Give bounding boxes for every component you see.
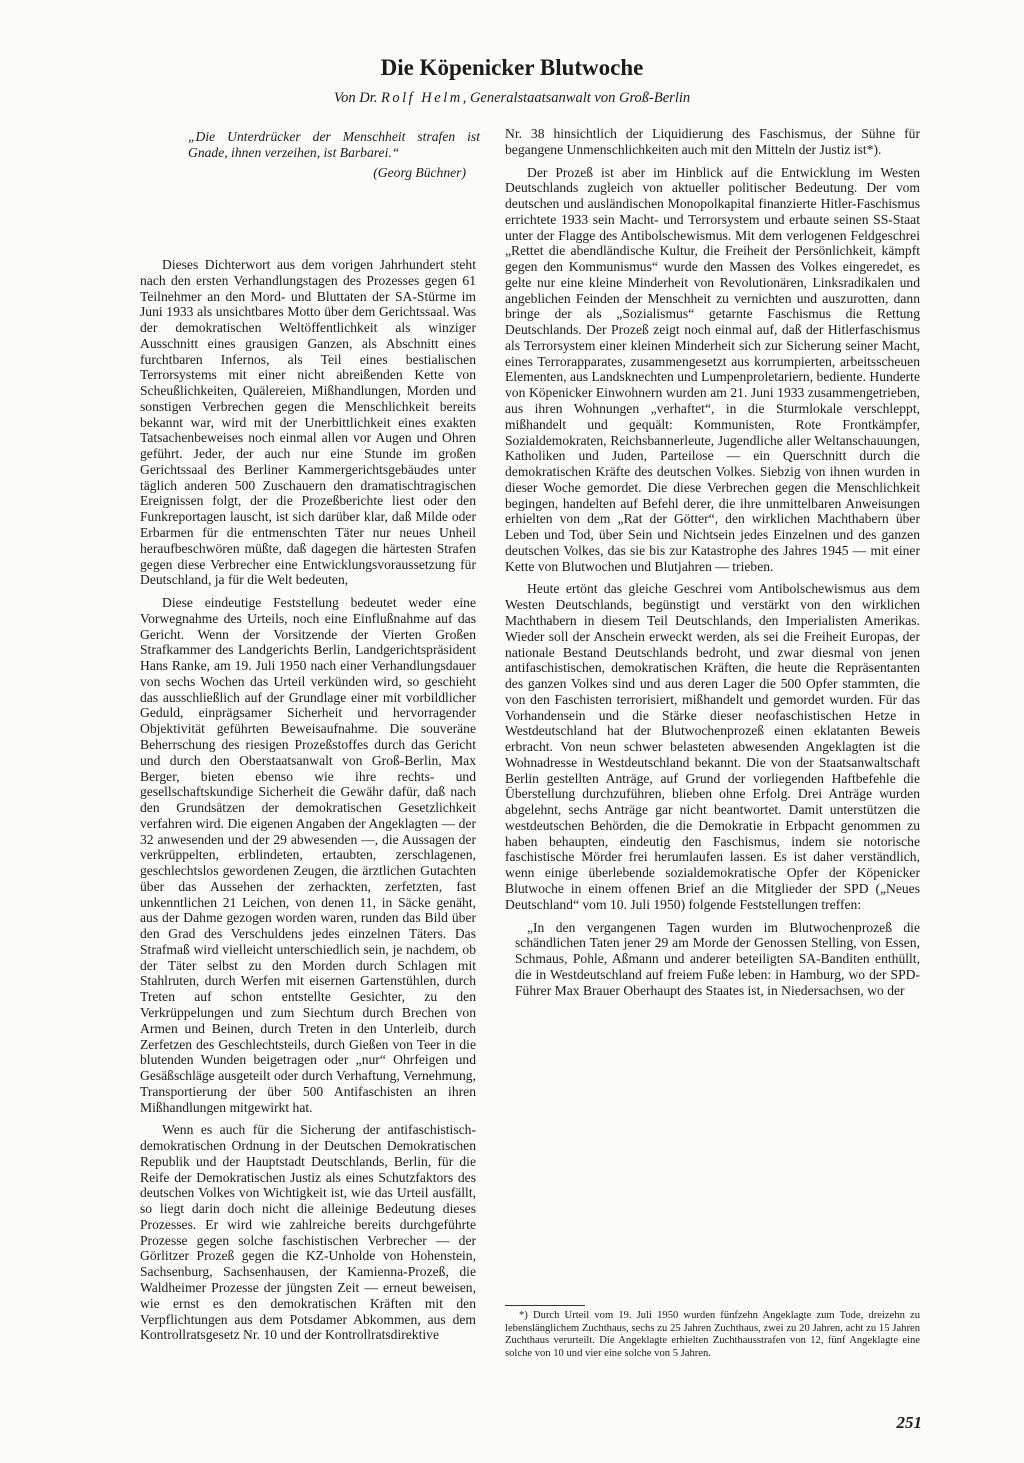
- right-column: [505, 126, 920, 1005]
- footnote-rule: [505, 1305, 585, 1306]
- article-title: Die Köpenicker Blutwoche: [380, 55, 644, 80]
- article-byline: [0, 90, 1024, 107]
- quoted-letter: „In den vergangenen Tagen wurden im Blutwochenprozeß die schändlichen Taten jener 29 am Morde der Genossen Stelling, von Essen, Schmaus, Pohle, Aßmann und anderer beteiligten SA-Banditen enthüllt, die in Westdeutschland auf freiem Fuße leben: in Hamburg, wo der SPD-Führer Max Brauer Oberhaupt des Staates ist, in Niedersachsen, wo der: [515, 919, 920, 998]
- page-number: 251: [896, 1413, 922, 1432]
- byline-author-name: Rolf Helm: [381, 90, 463, 106]
- body-paragraph: Heute ertönt das gleiche Geschrei vom Antibolschewismus aus dem Westen Deutschlands, begünstigt und verstärkt von den wirklichen Machthabern in diesem Teil Deutschlands, den Imperialisten Amerikas. Wieder soll der Anschein erweckt werden, als sei die Freiheit Europas, der nationale Bestand Deutschlands bedroht, und zwar diesmal von jenen antifaschistischen, demokratischen Kräften, die heute die Repräsentanten des ganzen Volkes sind und aus deren Lager die 500 Opfer stammten, die von den Faschisten terrorisiert, mißhandelt und gemordet wurden. Für das Vorhandensein und die Stärke dieser neofaschistischen Hetze in Westdeutschland hat der Blutwochenprozeß einen eklatanten Beweis erbracht. Von neun schwer belasteten abwesenden Angeklagten ist die Wohnadresse in Westdeutschland bekannt. Die von der Staatsanwaltschaft Berlin gestellten Anträge, auf Grund der vorliegenden Haftbefehle die Überstellung durchzuführen, blieben ohne Erfolg. Drei Anträge wurden abgelehnt, sechs Anträge gar nicht beantwortet. Damit unterstützen die westdeutschen Behörden, die die Demokratie in Erbpacht genommen zu haben behaupten, eindeutig den Faschismus, indem sie notorische faschistische Mörder frei herumlaufen lassen. Es ist daher verständlich, wenn einige überlebende sozialdemokratische Opfer der Köpenicker Blutwoche in einem offenen Brief an die Mitglieder der SPD („Neues Deutschland“ vom 10. Juli 1950) folgende Feststellungen treffen:: [505, 581, 920, 912]
- body-paragraph: Wenn es auch für die Sicherung der antifaschistisch-demokratischen Ordnung in der Deutschen Demokratischen Republik und der Hauptstadt Deutschlands, Berlin, für die Reife der Demokratischen Justiz als eines Schutzfaktors des deutschen Volkes von Wichtigkeit ist, wie das Urteil ausfällt, so liegt darin doch nicht die alleinige Bedeutung dieses Prozesses. Er wird wie zahlreiche bereits durchgeführte Prozesse gegen solche faschistischen Verbrecher — der Görlitzer Prozeß gegen die KZ-Unholde von Hohenstein, Sachsenburg, Sachsenhausen, der Kamienna-Prozeß, die Waldheimer Prozesse der jüngsten Zeit — erneut beweisen, wie ernst es den demokratischen Kräften mit den Verpflichtungen aus dem Potsdamer Abkommen, aus dem Kontrollratsgesetz Nr. 10 und der Kontrollratsdirektive: [140, 1122, 476, 1343]
- body-paragraph: Dieses Dichterwort aus dem vorigen Jahrhundert steht nach den ersten Verhandlungstagen des Prozesses gegen 61 Teilnehmer an den Mord- und Bluttaten der SA-Stürme im Juni 1933 als unsichtbares Motto über dem Gerichtssaal. Was der demokratischen Weltöffentlichkeit als winziger Ausschnitt eines grausigen Ganzen, als Abschnitt eines furchtbaren Infernos, als Teil eines bestialischen Terrorsystems mit einer nicht abreißenden Kette von Scheußlichkeiten, Quälereien, Mißhandlungen, Morden und sonstigen Verbrechen gegen die Menschlichkeit bereits bekannt war, wird mit der Unerbittlichkeit eines exakten Tatsachenbeweises noch einmal allen vor Augen und Ohren geführt. Jeder, der auch nur eine Stunde im großen Gerichtssaal des Berliner Kammergerichtsgebäudes unter täglich anderen 500 Zuschauern den dramatischtragischen Ereignissen folgt, der die Prozeßberichte liest oder den Funkreportagen lauscht, ist sich darüber klar, daß Milde oder Erbarmen für die entmenschten Täter nur neues Unheil heraufbeschwören müßte, daß dagegen die härtesten Strafen gegen diese Verbrecher eine Entwicklungsvoraussetzung für Deutschland, ja für die Welt bedeuten,: [140, 257, 476, 588]
- left-column: [140, 257, 476, 1350]
- continued-paragraph: Nr. 38 hinsichtlich der Liquidierung des Faschismus, der Sühne für begangene Unmenschlichkeiten auch mit den Mitteln der Justiz ist*).: [505, 126, 920, 157]
- body-paragraph: Der Prozeß ist aber im Hinblick auf die Entwicklung im Westen Deutschlands zugleich von aktueller politischer Bedeutung. Der vom deutschen und ausländischen Monopolkapital finanzierte Hitler-Faschismus errichtete 1933 sein Macht- und Terrorsystem und erbaute seinen SS-Staat unter der Flagge des Antibolschewismus. Mit dem verlogenen Feldgeschrei „Rettet die abendländische Kultur, die Freiheit der Persönlichkeit, kämpft gegen den Kommunismus“ wurde den Massen des Volkes eingeredet, es gelte nur eine kleine Minderheit von Revolutionären, Linksradikalen und angeblichen Feinden der Menschheit zu vernichten und auszurotten, dann bringe der als „Sozialismus“ getarnte Faschismus die Rettung Deutschlands. Der Prozeß zeigt noch einmal auf, daß der Hitlerfaschismus als Terrorsystem einer kleinen Minderheit sich zur Sicherung seiner Macht, eines Terrorapparates, zusammengesetzt aus korrumpierten, arbeitsscheuen Elementen, aus Landsknechten und Lumpenproletariern, bediente. Hunderte von Köpenicker Einwohnern wurden am 21. Juni 1933 zusammengetrieben, aus ihren Wohnungen „verhaftet“, in die Sturmlokale verschleppt, mißhandelt und gequält: Kommunisten, Rote Frontkämpfer, Sozialdemokraten, Reichsbannerleute, Jugendliche aller Weltanschauungen, Katholiken und Juden, Parteilose — ein Querschnitt durch die demokratischen Kräfte des deutschen Volkes. Siebzig von ihnen wurden in dieser Woche gemordet. Die diese Verbrechen gegen die Menschlichkeit begingen, handelten auf Befehl derer, die ihre unmittelbaren Anweisungen erhielten von dem „Rat der Götter“, den wirklichen Machthabern über Leben und Tod, über Sein und Nichtsein jedes Einzelnen und des ganzen deutschen Volkes, das sie bis zur Katastrophe des Jahres 1945 — mit einer Kette von Blutwochen und Blutjahren — trieben.: [505, 164, 920, 574]
- body-paragraph: Diese eindeutige Feststellung bedeutet weder eine Vorwegnahme des Urteils, noch eine Einflußnahme auf das Gericht. Wenn der Vorsitzende der Vierten Großen Strafkammer des Landgerichts Berlin, Landgerichtspräsident Hans Ranke, am 19. Juli 1950 nach einer Verhandlungsdauer von sechs Wochen das Urteil verkünden wird, so geschieht das ausschließlich auf der Grundlage einer mit vorbildlicher Geduld, einprägsamer Sicherheit und hervorragender Objektivität geführten Beweisaufnahme. Die souveräne Beherrschung des riesigen Prozeßstoffes durch das Gericht und durch den Oberstaatsanwalt von Groß-Berlin, Max Berger, bieten ebenso wie ihre rechts- und gesellschaftskundige Sicherheit die Gewähr dafür, daß nach den Grundsätzen der demokratischen Gesetzlichkeit verfahren wird. Die eigenen Angaben der Angeklagten — der 32 anwesenden und der 29 abwesenden —, die Aussagen der verkrüppelten, erblindeten, ertaubten, zerschlagenen, geschlechtslos gewordenen Zeugen, die ärztlichen Gutachten über das Aussehen der zerhackten, zerfetzten, fast unkenntlichen 21 Leichen, von denen 11, in Säcke genäht, aus der Dahme gezogen worden waren, runden das Bild über den Grad des Verschuldens jedes einzelnen Täters. Das Strafmaß wird vielleicht unterschiedlich sein, je nachdem, ob der Täter selbst zu den Morden durch Schlagen mit Stahlruten, durch Werfen mit eisernen Gartenstühlen, durch Treten auf schon entstellte Gesichter, zu den Verkrüppelungen und zum Siechtum durch Brechen von Armen und Beinen, durch Treten in den Unterleib, durch Zerfetzen des Geschlechtsteils, durch Gießen von Teer in die blutenden Wunden beigetragen oder „nur“ Ohrfeigen und Gesäßschläge ausgeteilt oder durch Verhaftung, Vernehmung, Transportierung der über 500 Antifaschisten an ihren Mißhandlungen mitgewirkt hat.: [140, 595, 476, 1115]
- byline-suffix: , Generalstaatsanwalt von Groß-Berlin: [462, 90, 691, 106]
- byline-prefix: Von Dr.: [333, 90, 381, 106]
- epigraph: [188, 129, 480, 181]
- epigraph-quote: „Die Unterdrücker der Menschheit strafen ist Gnade, ihnen verzeihen, ist Barbarei.“: [188, 129, 480, 161]
- footnote: *) Durch Urteil vom 19. Juli 1950 wurden fünfzehn Angeklagte zum Tode, dreizehn zu lebenslänglichem Zuchthaus, sechs zu 25 Jahren Zuchthaus, zwei zu 20 Jahren, acht zu 15 Jahren Zuchthaus verurteilt. Die Angeklagte erhielten Zuchthausstrafen von 12, fünf Angeklagte eine solche von 10 und vier eine solche von 5 Jahren.: [505, 1310, 920, 1360]
- epigraph-author: (Georg Büchner): [373, 165, 466, 181]
